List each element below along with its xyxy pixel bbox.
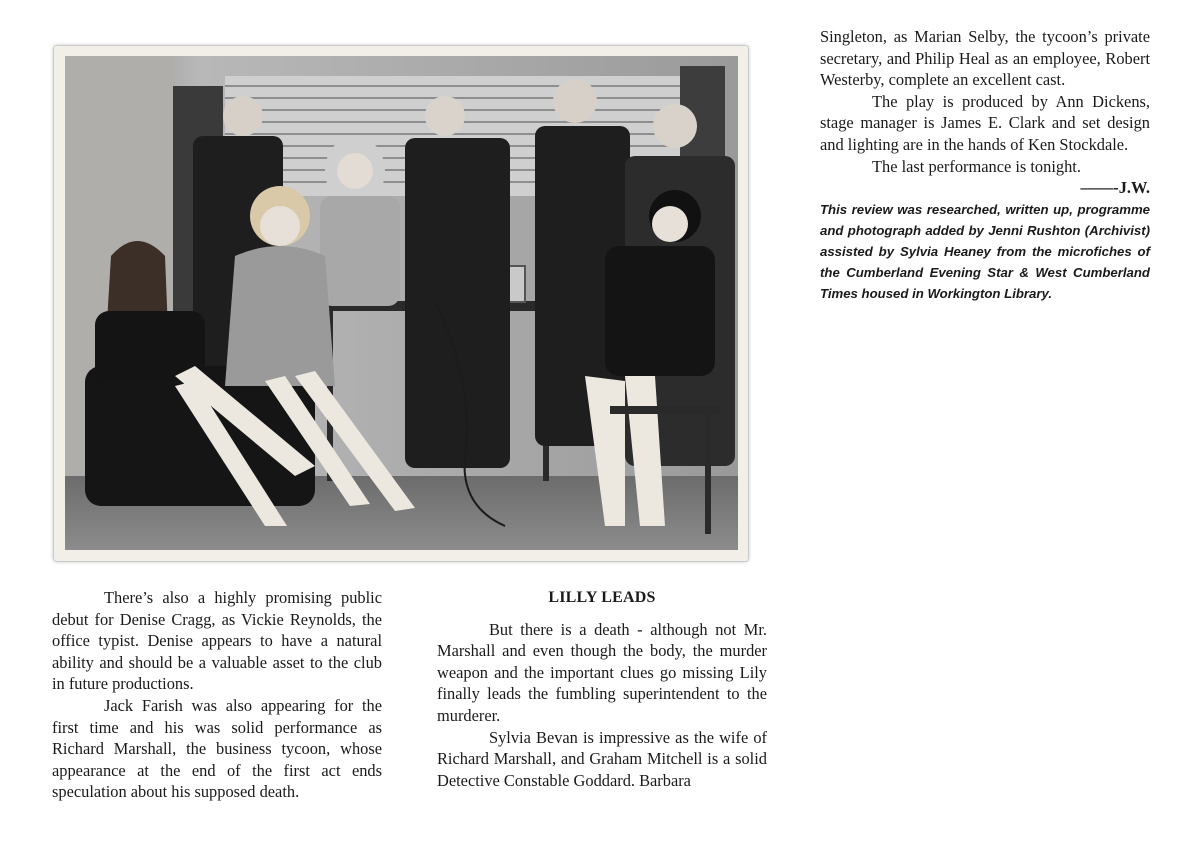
paragraph-denise-cragg: There’s also a highly promising public debut for Denise Cragg, as Vickie Reynolds, the office typist. Denise appears to have a natural ability and should be a valuable asset to the club in future productions.	[52, 588, 382, 694]
paragraph-production: The play is produced by Ann Dickens, stage manager is James E. Clark and set design and lighting are in the hands of Ken Stockdale.	[820, 91, 1150, 154]
paragraph-last-performance: The last performance is tonight.	[872, 156, 1081, 176]
cast-photograph	[65, 56, 738, 550]
paragraph-cast: Singleton, as Marian Selby, the tycoon’s private secretary, and Philip Heal as an employee, Robert Westerby, complete an excellent cast.	[820, 27, 1150, 90]
group-photo-icon	[65, 56, 738, 550]
paragraph-death: But there is a death - although not Mr. Marshall and even though the body, the murder weapon and the important clues go missing Lily finally leads the fumbling superintendent to the murderer.	[437, 619, 767, 725]
archivist-credit: This review was researched, written up, programme and photograph added by Jenni Rushton (Archivist) assisted by Sylvia Heaney from the microfiches of the Cumberland Evening Star & West Cumberland Times housed in Workington Library.	[820, 201, 1150, 301]
section-heading: LILLY LEADS	[548, 589, 656, 606]
article-column-right	[820, 26, 1150, 304]
photo-frame	[54, 46, 748, 561]
paragraph-sylvia-bevan: Sylvia Bevan is impressive as the wife of Richard Marshall, and Graham Mitchell is a solid Detective Constable Goddard. Barbara	[437, 727, 767, 790]
paragraph-jack-farish: Jack Farish was also appearing for the first time and his was solid performance as Richard Marshall, the business tycoon, whose appearance at the end of the first act ends speculation about his supposed death.	[52, 695, 382, 802]
author-signature: ––––-J.W.	[1080, 178, 1150, 198]
article-column-middle	[437, 587, 767, 791]
article-column-left	[52, 587, 382, 803]
